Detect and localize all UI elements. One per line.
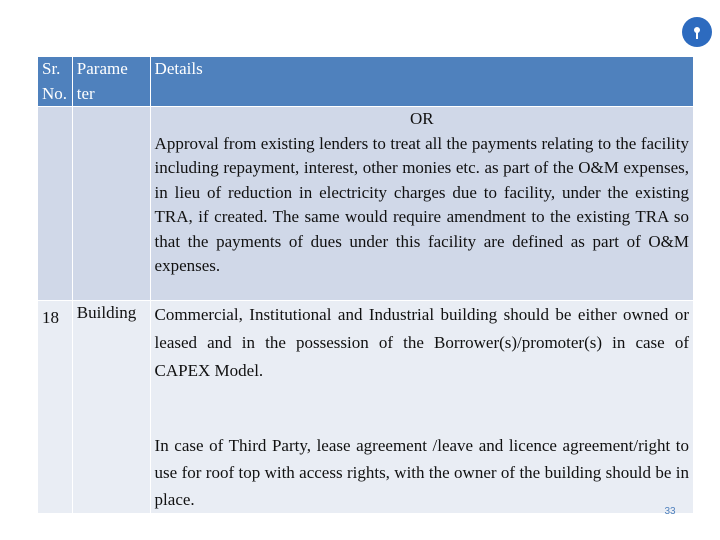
details-paragraph: In case of Third Party, lease agreement /leave and licence agreement/right to use for roof top with access rights, with the owner of the building should be in place. — [154, 436, 689, 509]
sr-number: 18 — [42, 308, 59, 327]
logo-keyhole-stem — [696, 31, 698, 39]
header-details: Details — [150, 57, 693, 107]
details-paragraph: Commercial, Institutional and Industrial building should be either owned or leased and in the possession of the Borrower(s)/promoter(s) in case of CAPEX Model. — [154, 305, 689, 380]
table-row — [38, 301, 694, 514]
table-row — [38, 107, 694, 301]
table-header-row — [38, 57, 694, 107]
page-number: 33 — [664, 506, 676, 517]
cell-details — [150, 301, 693, 514]
details-paragraph: Approval from existing lenders to treat all the payments relating to the facility including repayment, interest, other monies etc. as part of the O&M expenses, in lieu of reduction in electricity charges due to facility, under the existing TRA, if created. The same would require amendment to the existing TRA so that the payments of dues under this facility are defined as part of O&M expenses. — [154, 133, 689, 275]
details-or-text: OR — [409, 109, 434, 128]
cell-sr-no — [38, 301, 73, 514]
header-sr-no: Sr. No. — [38, 57, 73, 107]
cell-parameter — [72, 107, 150, 301]
cell-parameter: Building — [72, 301, 150, 514]
bank-logo-icon — [682, 17, 712, 47]
cell-details — [150, 107, 693, 301]
parameter-table — [37, 56, 694, 514]
header-parameter: Parame ter — [72, 57, 150, 107]
cell-sr-no — [38, 107, 73, 301]
